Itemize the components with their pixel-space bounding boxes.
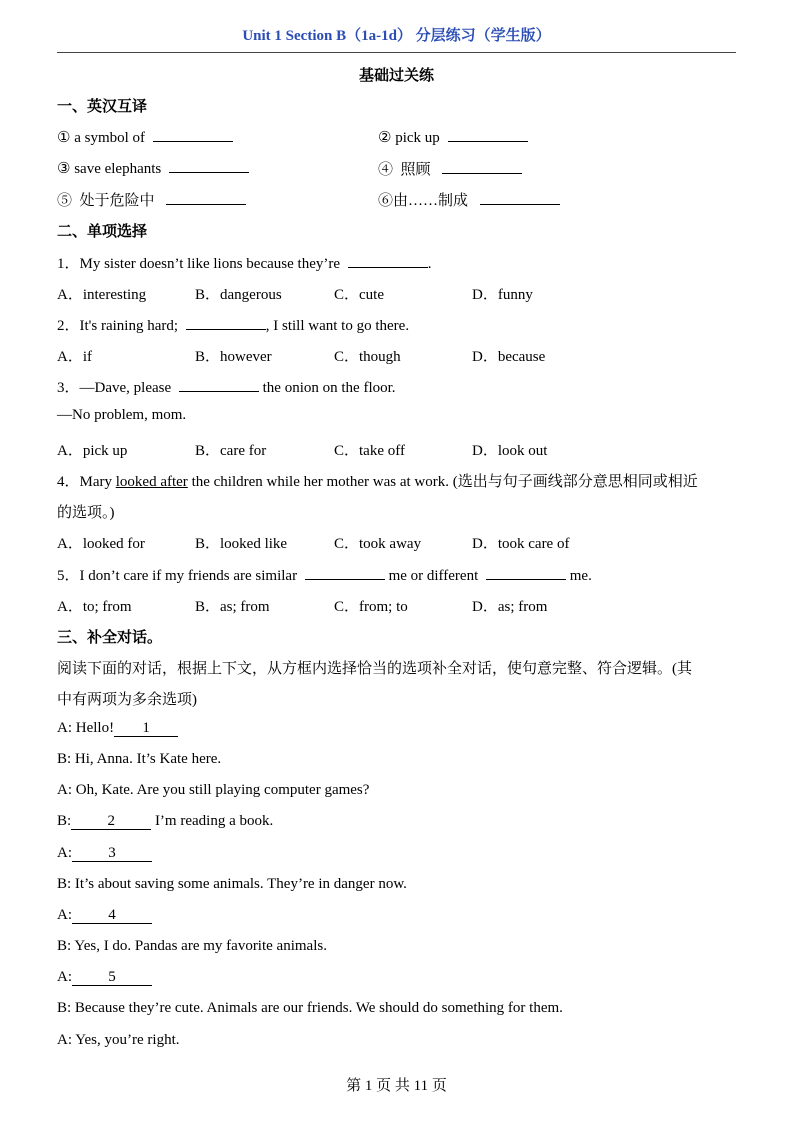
answer-blank[interactable] <box>186 315 266 330</box>
question-1-option-d[interactable]: D．funny <box>472 287 533 303</box>
question-2-option-a[interactable]: A．if <box>57 349 92 365</box>
dialogue-text: A: Hello! <box>57 720 115 736</box>
question-text: , I still want to go there. <box>265 318 410 334</box>
question-3-stem <box>57 376 396 397</box>
dialogue-text: B: <box>57 813 72 829</box>
translation-item-6 <box>378 189 560 210</box>
question-text: me or different <box>388 568 479 584</box>
dialogue-line-6: B: It’s about saving some animals. They’re in danger now. <box>57 876 407 892</box>
answer-blank[interactable] <box>179 377 259 392</box>
dialogue-text: I’m reading a book. <box>151 813 274 829</box>
dialogue-line-7 <box>57 907 152 924</box>
answer-blank[interactable] <box>448 127 528 142</box>
translation-item-1 <box>57 127 233 147</box>
dialogue-line-8: B: Yes, I do. Pandas are my favorite animals. <box>57 938 327 954</box>
translation-item-5 <box>57 189 246 210</box>
question-2-option-b[interactable]: B．however <box>195 349 272 365</box>
question-text: the onion on the floor. <box>262 380 396 396</box>
translation-item-text: ③ save elephants <box>57 161 162 177</box>
question-text: 2．It's raining hard; <box>57 318 179 334</box>
question-text: 5．I don’t care if my friends are similar <box>57 568 298 584</box>
numbered-blank-3[interactable]: 3 <box>72 846 152 862</box>
translation-item-text: ⑤ 处于危险中 <box>57 193 155 209</box>
answer-blank[interactable] <box>169 158 249 173</box>
question-5-stem <box>57 564 592 585</box>
translation-item-text: ① a symbol of <box>57 130 146 146</box>
document-header-title: Unit 1 Section B（1a-1d） 分层练习（学生版） <box>242 28 551 44</box>
question-3-option-d[interactable]: D．look out <box>472 443 548 459</box>
question-1-option-b[interactable]: B．dangerous <box>195 287 282 303</box>
question-3-option-c[interactable]: C．take off <box>334 443 405 459</box>
dialogue-text: A: <box>57 969 72 985</box>
part3-instructions: 阅读下面的对话，根据上下文，从方框内选择恰当的选项补全对话，使句意完整、符合逻辑。(其 <box>57 661 692 677</box>
answer-blank[interactable] <box>442 159 522 174</box>
question-2-stem <box>57 314 409 335</box>
dialogue-line-11: A: Yes, you’re right. <box>57 1032 180 1048</box>
dialogue-line-5 <box>57 845 152 862</box>
question-5-option-d[interactable]: D．as; from <box>472 599 548 615</box>
part3-instructions-continued: 中有两项为多余选项) <box>57 692 197 708</box>
translation-item-text: ④ 照顾 <box>378 162 431 178</box>
answer-blank[interactable] <box>305 565 385 580</box>
question-2-option-d[interactable]: D．because <box>472 349 546 365</box>
dialogue-line-9 <box>57 969 152 986</box>
question-text: the children while her mother was at work. (选出与句子画线部分意思相同或相近 <box>191 474 698 490</box>
section-title: 基础过关练 <box>358 68 434 84</box>
numbered-blank-2[interactable]: 2 <box>71 814 151 830</box>
question-1-option-a[interactable]: A．interesting <box>57 287 147 303</box>
dialogue-line-4 <box>57 813 273 830</box>
dialogue-line-3: A: Oh, Kate. Are you still playing computer games? <box>57 782 370 798</box>
part3-heading: 三、补全对话。 <box>57 630 163 646</box>
numbered-blank-4[interactable]: 4 <box>72 908 152 924</box>
dialogue-line-1 <box>57 720 178 737</box>
question-4-option-a[interactable]: A．looked for <box>57 536 145 552</box>
part2-heading: 二、单项选择 <box>57 224 148 240</box>
question-4-option-b[interactable]: B．looked like <box>195 536 288 552</box>
dialogue-line-2: B: Hi, Anna. It’s Kate here. <box>57 751 222 767</box>
question-4-option-d[interactable]: D．took care of <box>472 536 570 552</box>
question-3-option-b[interactable]: B．care for <box>195 443 267 459</box>
question-3-option-a[interactable]: A．pick up <box>57 443 128 459</box>
translation-item-text: ② pick up <box>378 130 440 146</box>
numbered-blank-1[interactable]: 1 <box>114 721 178 737</box>
question-4-option-c[interactable]: C．took away <box>334 536 422 552</box>
dialogue-text: A: <box>57 907 72 923</box>
question-text: 3．—Dave, please <box>57 380 172 396</box>
underlined-phrase: looked after <box>115 474 188 490</box>
question-4-stem <box>57 470 698 491</box>
question-text: me. <box>569 568 592 584</box>
translation-item-text: ⑥由……制成 <box>378 193 469 209</box>
answer-blank[interactable] <box>153 127 233 142</box>
dialogue-line-10: B: Because they’re cute. Animals are our friends. We should do something for them. <box>57 1000 563 1016</box>
translation-item-4 <box>378 158 522 179</box>
answer-blank[interactable] <box>166 190 246 205</box>
translation-item-3 <box>57 158 249 178</box>
question-5-option-a[interactable]: A．to; from <box>57 599 132 615</box>
numbered-blank-5[interactable]: 5 <box>72 970 152 986</box>
dialogue-text: A: <box>57 845 72 861</box>
answer-blank[interactable] <box>486 565 566 580</box>
question-1-option-c[interactable]: C．cute <box>334 287 384 303</box>
question-text: 4．Mary <box>57 474 112 490</box>
translation-item-2 <box>378 127 528 147</box>
page-number-footer: 第 1 页 共 11 页 <box>346 1078 447 1094</box>
header-divider <box>57 52 736 53</box>
answer-blank[interactable] <box>480 190 560 205</box>
question-3-reply: —No problem, mom. <box>57 407 187 423</box>
question-text: 1．My sister doesn’t like lions because they’re <box>57 256 340 272</box>
answer-blank[interactable] <box>348 253 428 268</box>
question-2-option-c[interactable]: C．though <box>334 349 401 365</box>
question-5-option-c[interactable]: C．from; to <box>334 599 408 615</box>
part1-heading: 一、英汉互译 <box>57 99 148 115</box>
question-1-stem <box>57 252 432 273</box>
question-text: . <box>427 256 432 272</box>
question-5-option-b[interactable]: B．as; from <box>195 599 270 615</box>
question-4-stem-continued: 的选项。) <box>57 505 115 521</box>
